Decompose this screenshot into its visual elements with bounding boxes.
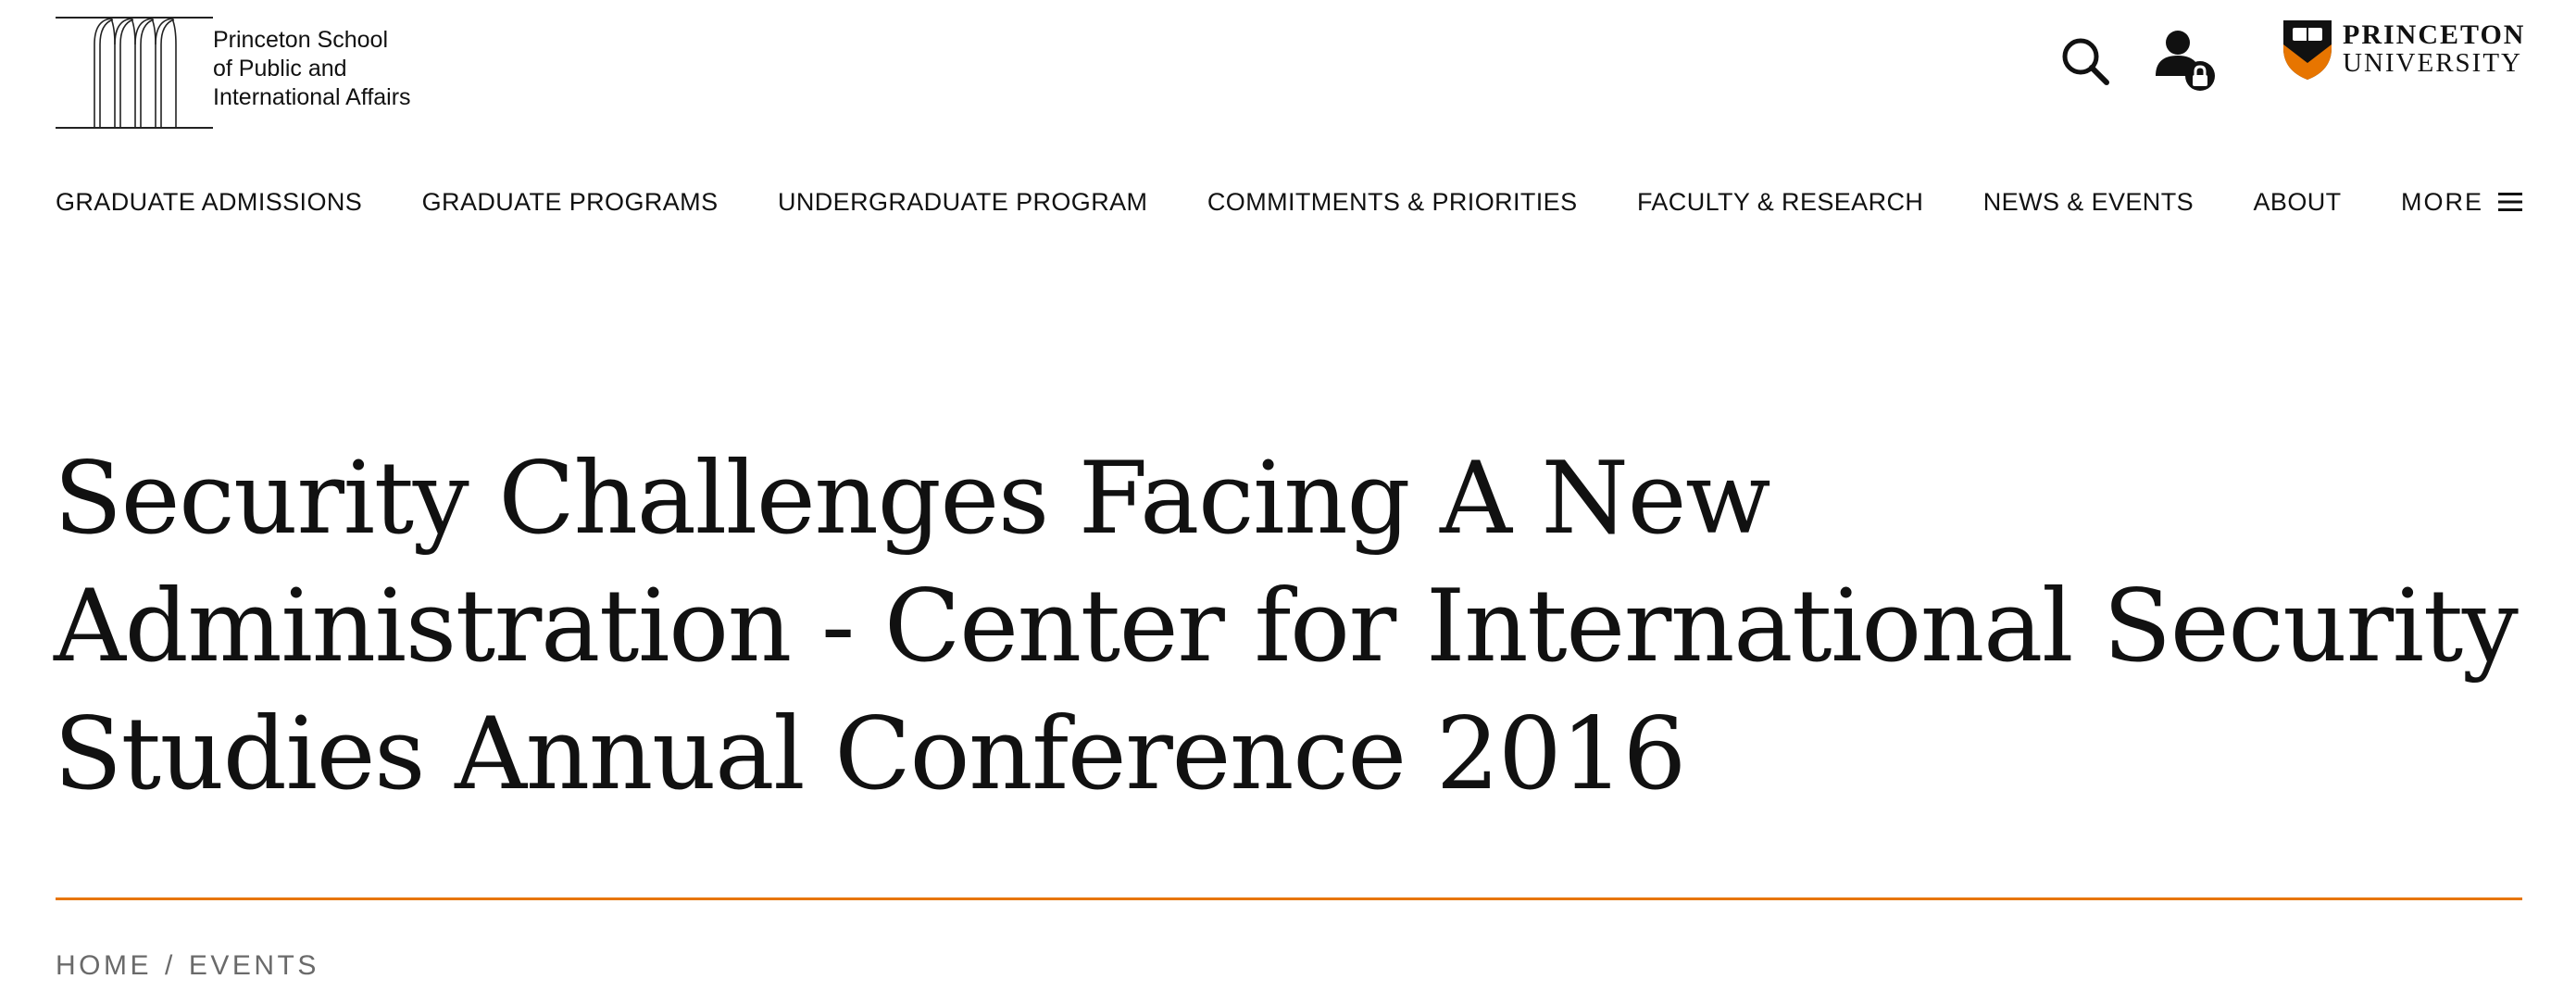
breadcrumb-item-home[interactable]: HOME <box>56 950 152 981</box>
breadcrumb <box>56 950 319 982</box>
search-icon <box>2059 35 2111 87</box>
nav-item-faculty-research[interactable]: FACULTY & RESEARCH <box>1637 187 1924 216</box>
princeton-shield-icon <box>2282 17 2333 82</box>
breadcrumb-separator: / <box>165 950 176 981</box>
hamburger-icon <box>2498 192 2522 212</box>
more-menu-button[interactable] <box>2401 188 2522 217</box>
school-logo-link[interactable] <box>56 17 411 130</box>
school-logo-text <box>213 26 411 112</box>
columns-logo-icon <box>56 17 213 130</box>
nav-item-graduate-programs[interactable]: GRADUATE PROGRAMS <box>421 187 719 216</box>
nav-item-undergraduate-program[interactable]: UNDERGRADUATE PROGRAM <box>777 187 1148 216</box>
nav-item-commitments-priorities[interactable]: COMMITMENTS & PRIORITIES <box>1207 187 1578 216</box>
wordmark-line: UNIVERSITY <box>2343 48 2522 78</box>
user-lock-icon <box>2150 28 2217 94</box>
main-navigation <box>56 182 2522 222</box>
princeton-university-wordmark <box>2343 21 2525 77</box>
title-divider <box>56 897 2522 900</box>
school-logo-line: International Affairs <box>213 84 411 110</box>
wordmark-line: PRINCETON <box>2343 19 2526 50</box>
school-logo-line: Princeton School <box>213 27 389 53</box>
nav-item-news-events[interactable]: NEWS & EVENTS <box>1982 187 2195 216</box>
search-button[interactable] <box>2057 33 2113 89</box>
nav-item-graduate-admissions[interactable]: GRADUATE ADMISSIONS <box>56 187 363 216</box>
nav-item-about[interactable]: ABOUT <box>2253 187 2342 216</box>
princeton-university-logo-link[interactable] <box>2282 17 2525 82</box>
more-menu-label: MORE <box>2401 187 2483 216</box>
breadcrumb-item-events[interactable]: EVENTS <box>188 950 319 981</box>
page-title: Security Challenges Facing A New Administration - Center for International Security Studies Annual Conference 2016 <box>54 441 2518 812</box>
site-header <box>56 0 2526 148</box>
school-logo-line: of Public and <box>213 56 347 82</box>
account-login-button[interactable] <box>2150 28 2217 94</box>
